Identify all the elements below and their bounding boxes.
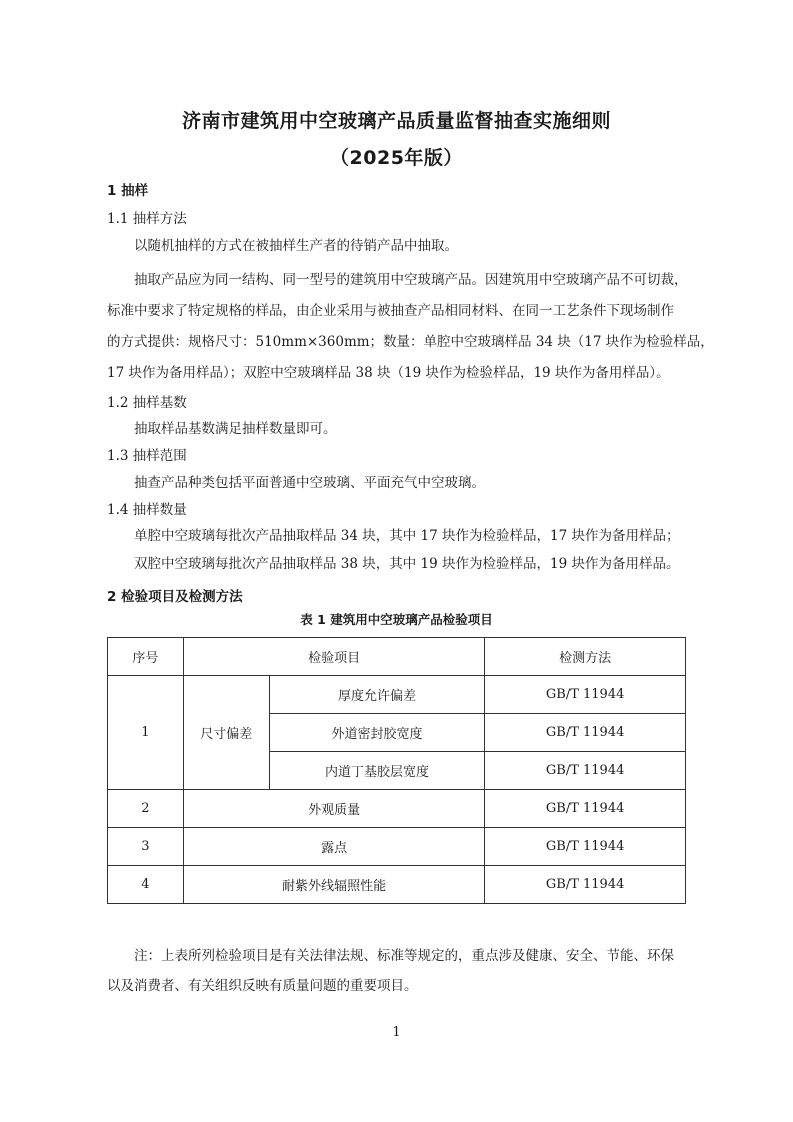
cell-seq: 2 [108,790,184,828]
cell-method: GB/T 11944 [485,676,686,714]
cell-category: 尺寸偏差 [183,676,269,790]
table-row [108,866,686,904]
paragraph: 以随机抽样的方式在被抽样生产者的待销产品中抽取。 [134,238,458,254]
document-title: 济南市建筑用中空玻璃产品质量监督抽查实施细则 [181,110,611,132]
paragraph-line: 17 块作为备用样品）；双腔中空玻璃样品 38 块（19 块作为检验样品，19 块作为备用样品）。 [107,365,670,381]
paragraph-line: 双腔中空玻璃每批次产品抽取样品 38 块，其中 19 块作为检验样品，19 块作为备用样品。 [134,556,680,572]
note-line: 注：上表所列检验项目是有关法律法规、标准等规定的，重点涉及健康、安全、节能、环保 [134,948,674,964]
table-header-row [108,638,686,676]
cell-item: 外道密封胶宽度 [269,714,485,752]
section-1-4-heading: 1.4 抽样数量 [107,502,187,518]
section-1-1-heading: 1.1 抽样方法 [107,211,187,227]
cell-seq: 1 [108,676,184,790]
cell-item: 外观质量 [183,790,484,828]
cell-method: GB/T 11944 [485,790,686,828]
table-row [108,676,686,714]
section-2-heading: 2 检验项目及检测方法 [107,589,243,605]
section-1-heading: 1 抽样 [107,183,149,199]
section-1-3-heading: 1.3 抽样范围 [107,448,187,464]
cell-item: 露点 [183,828,484,866]
paragraph-line: 单腔中空玻璃每批次产品抽取样品 34 块，其中 17 块作为检验样品，17 块作为备用样品； [134,528,680,544]
cell-method: GB/T 11944 [485,828,686,866]
table-row [108,790,686,828]
paragraph-line: 抽取产品应为同一结构、同一型号的建筑用中空玻璃产品。因建筑用中空玻璃产品不可切裁， [134,272,688,288]
inspection-table [107,637,686,904]
cell-method: GB/T 11944 [485,714,686,752]
table-row [108,828,686,866]
note-line: 以及消费者、有关组织反映有质量问题的重要项目。 [107,978,418,994]
header-method: 检测方法 [485,638,686,676]
cell-method: GB/T 11944 [485,752,686,790]
page-number: 1 [392,1025,401,1040]
header-seq: 序号 [108,638,184,676]
cell-method: GB/T 11944 [485,866,686,904]
document-subtitle: （2025年版） [330,147,463,169]
cell-seq: 3 [108,828,184,866]
table-caption: 表 1 建筑用中空玻璃产品检验项目 [300,612,493,627]
section-1-2-heading: 1.2 抽样基数 [107,395,187,411]
paragraph: 抽查产品种类包括平面普通中空玻璃、平面充气中空玻璃。 [134,475,485,491]
paragraph-line: 标准中要求了特定规格的样品，由企业采用与被抽查产品相同材料、在同一工艺条件下现场制作 [107,303,674,319]
cell-item: 耐紫外线辐照性能 [183,866,484,904]
header-item: 检验项目 [183,638,484,676]
paragraph-line: 的方式提供：规格尺寸：510mm×360mm；数量：单腔中空玻璃样品 34 块（17 块作为检验样品， [107,334,714,350]
paragraph: 抽取样品基数满足抽样数量即可。 [134,421,337,437]
cell-item: 厚度允许偏差 [269,676,485,714]
cell-seq: 4 [108,866,184,904]
cell-item: 内道丁基胶层宽度 [269,752,485,790]
